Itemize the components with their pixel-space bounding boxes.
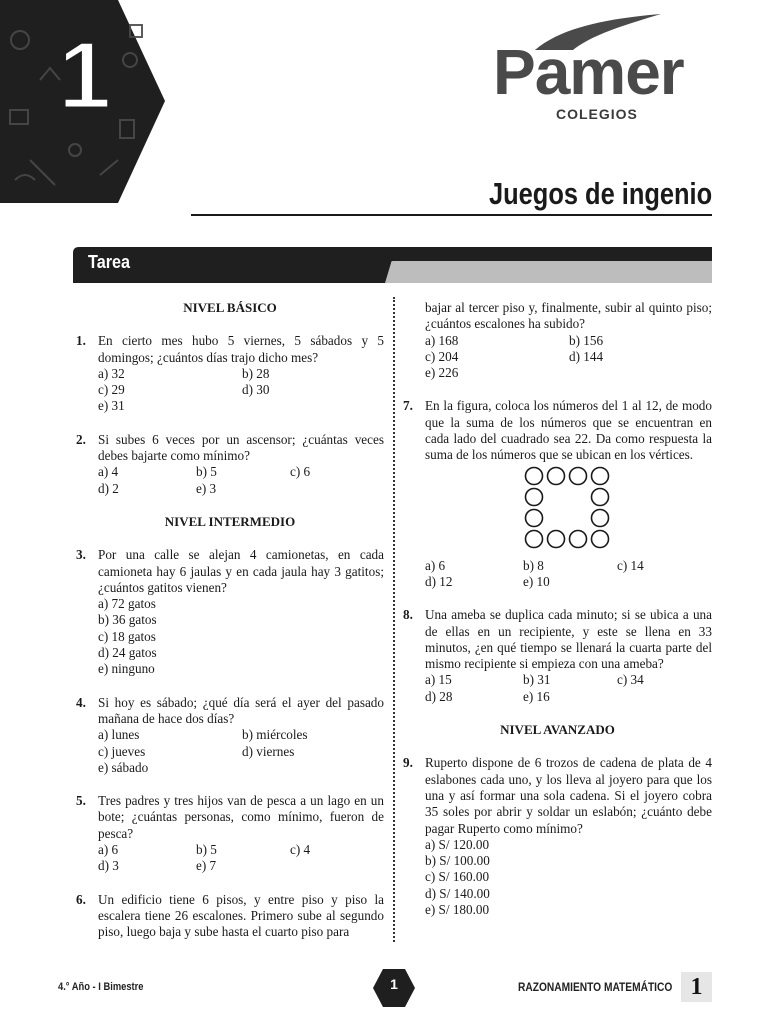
question-3: 3. Por una calle se alejan 4 camionetas, en cada camioneta hay 6 jaulas y en cada jaula hay 3 gatitos; ¿cuántos gatitos vienen? a) 72 gatos b) 36 gatos c) 18 gatos d) 24 gatos e) ninguno bbox=[76, 547, 384, 677]
question-text: Por una calle se alejan 4 camionetas, en cada camioneta hay 6 jaulas y en cada jaula hay 3 gatitos; ¿cuántos gatitos vienen? bbox=[98, 547, 384, 595]
options: a) 4 b) 5 c) 6 d) 2 e) 3 bbox=[98, 464, 311, 496]
question-4: 4. Si hoy es sábado; ¿qué día será el ayer del pasado mañana de hace dos días? a) lunes b) miércoles c) jueves d) viernes e) sábado bbox=[76, 694, 384, 775]
footer-course: RAZONAMIENTO MATEMÁTICO bbox=[518, 980, 673, 994]
options: a) 72 gatos b) 36 gatos c) 18 gatos d) 24 gatos e) ninguno bbox=[98, 596, 157, 677]
question-9: 9. Ruperto dispone de 6 trozos de cadena de plata de 4 eslabones cada uno, y los lleva al joyero para que los una y así formar una sola cadena. Si el joyero cobra 35 soles por abrir y soldar un eslabón; ¿cuánto debe pagar Ruperto como mínimo? a) S/ 120.00 b) S/ 100.00 c) S/ 160.00 d) S/ 140.00 e) S/ 180.00 bbox=[403, 755, 712, 918]
question-7: 7. En la figura, coloca los números del 1 al 12, de modo que la suma de los números que se encuentran en cada lado del cuadrado sea 22. Da como respuesta la suma de los números que se ubican en los vértices. a) 6 b) 8 c) 14 d) 12 e) 10 bbox=[403, 398, 712, 589]
level-heading-basic: NIVEL BÁSICO bbox=[183, 300, 277, 315]
options: a) S/ 120.00 b) S/ 100.00 c) S/ 160.00 d) S/ 140.00 e) S/ 180.00 bbox=[425, 836, 490, 918]
footer-unit-box bbox=[681, 972, 712, 1002]
logo-brand: Pamer bbox=[493, 36, 684, 108]
question-text: Una ameba se duplica cada minuto; si se ubica a una de ellas en un recipiente, y este se llena en 33 minutos, ¿en qué tiempo se llenará la cuarta parte del mismo recipiente si empieza con una ameba? bbox=[425, 607, 712, 672]
question-text: En la figura, coloca los números del 1 al 12, de modo que la suma de los números que se encuentran en cada lado del cuadrado sea 22. Da como respuesta la suma de los números que se ubican en los vértices. bbox=[425, 398, 712, 463]
question-text: Un edificio tiene 6 pisos, y entre piso y piso la escalera tiene 26 escalones. Primero sube al segundo piso, luego baja y sube hasta el cuarto piso para bbox=[98, 891, 384, 940]
question-text: Si hoy es sábado; ¿qué día será el ayer del pasado mañana de hace dos días? bbox=[98, 694, 384, 726]
question-5: 5. Tres padres y tres hijos van de pesca a un lago en un bote; ¿cuántas personas, como mínimo, fueron de pesca? a) 6 b) 5 c) 4 d) 3 e) 7 bbox=[76, 793, 384, 874]
question-2: 2. Si subes 6 veces por un ascensor; ¿cuántas veces debes bajarte como mínimo? a) 4 b) 5 c) 6 d) 2 e) 3 bbox=[76, 431, 384, 496]
question-1: 1. En cierto mes hubo 5 viernes, 5 sábados y 5 domingos; ¿cuántos días trajo dicho mes? a) 32 b) 28 c) 29 d) 30 e) 31 bbox=[76, 333, 384, 414]
circle-square-figure bbox=[522, 466, 618, 556]
options: a) lunes b) miércoles c) jueves d) viernes e) sábado bbox=[98, 727, 308, 775]
question-text: Ruperto dispone de 6 trozos de cadena de plata de 4 eslabones cada uno, y los lleva al joyero para que los una y así formar una sola cadena. Si el joyero cobra 35 soles por abrir y soldar un eslabón; ¿cuánto debe pagar Ruperto como mínimo? bbox=[425, 755, 712, 836]
question-6-continued bbox=[403, 300, 712, 381]
column-divider bbox=[393, 297, 395, 942]
question-6: 6. Un edificio tiene 6 pisos, y entre piso y piso la escalera tiene 26 escalones. Primero sube al segundo piso, luego baja y sube hasta el cuarto piso para bbox=[76, 891, 384, 940]
options: a) 15 b) 31 c) 34 d) 28 e) 16 bbox=[425, 672, 644, 704]
unit-number: 1 bbox=[58, 22, 112, 129]
left-column bbox=[76, 300, 384, 941]
title-rule bbox=[191, 214, 712, 216]
unit-corner-graphic bbox=[0, 0, 165, 203]
options: a) 168 b) 156 c) 204 d) 144 e) 226 bbox=[425, 332, 604, 381]
question-text: En cierto mes hubo 5 viernes, 5 sábados y 5 domingos; ¿cuántos días trajo dicho mes? bbox=[98, 333, 384, 365]
options: a) 6 b) 5 c) 4 d) 3 e) 7 bbox=[98, 842, 311, 874]
page-number: 1 bbox=[390, 976, 398, 992]
question-text: Si subes 6 veces por un ascensor; ¿cuántas veces debes bajarte como mínimo? bbox=[98, 431, 384, 464]
section-bar bbox=[73, 247, 712, 283]
question-text: bajar al tercer piso y, finalmente, subir al quinto piso; ¿cuántos escalones ha subido? bbox=[425, 300, 712, 332]
level-heading-intermediate: NIVEL INTERMEDIO bbox=[164, 513, 296, 529]
page-title: Juegos de ingenio bbox=[488, 176, 712, 211]
options: a) 32 b) 28 c) 29 d) 30 e) 31 bbox=[98, 365, 270, 414]
footer-unit: 1 bbox=[690, 974, 703, 1000]
question-text: Tres padres y tres hijos van de pesca a un lago en un bote; ¿cuántas personas, como mínimo, fueron de pesca? bbox=[98, 793, 384, 841]
section-title: Tarea bbox=[88, 252, 131, 272]
right-column bbox=[403, 300, 712, 935]
pamer-logo bbox=[493, 12, 715, 122]
question-8: 8. Una ameba se duplica cada minuto; si se ubica a una de ellas en un recipiente, y este se llena en 33 minutos, ¿en qué tiempo se llenará la cuarta parte del mismo recipiente si empieza con una ameba? a) 15 b) 31 c) 34 d) 28 e) 16 bbox=[403, 607, 712, 704]
level-heading-advanced: NIVEL AVANZADO bbox=[500, 722, 615, 738]
logo-subtitle: COLEGIOS bbox=[556, 106, 638, 122]
footer-grade: 4.° Año - I Bimestre bbox=[58, 981, 144, 993]
options: a) 6 b) 8 c) 14 d) 12 e) 10 bbox=[425, 557, 644, 589]
